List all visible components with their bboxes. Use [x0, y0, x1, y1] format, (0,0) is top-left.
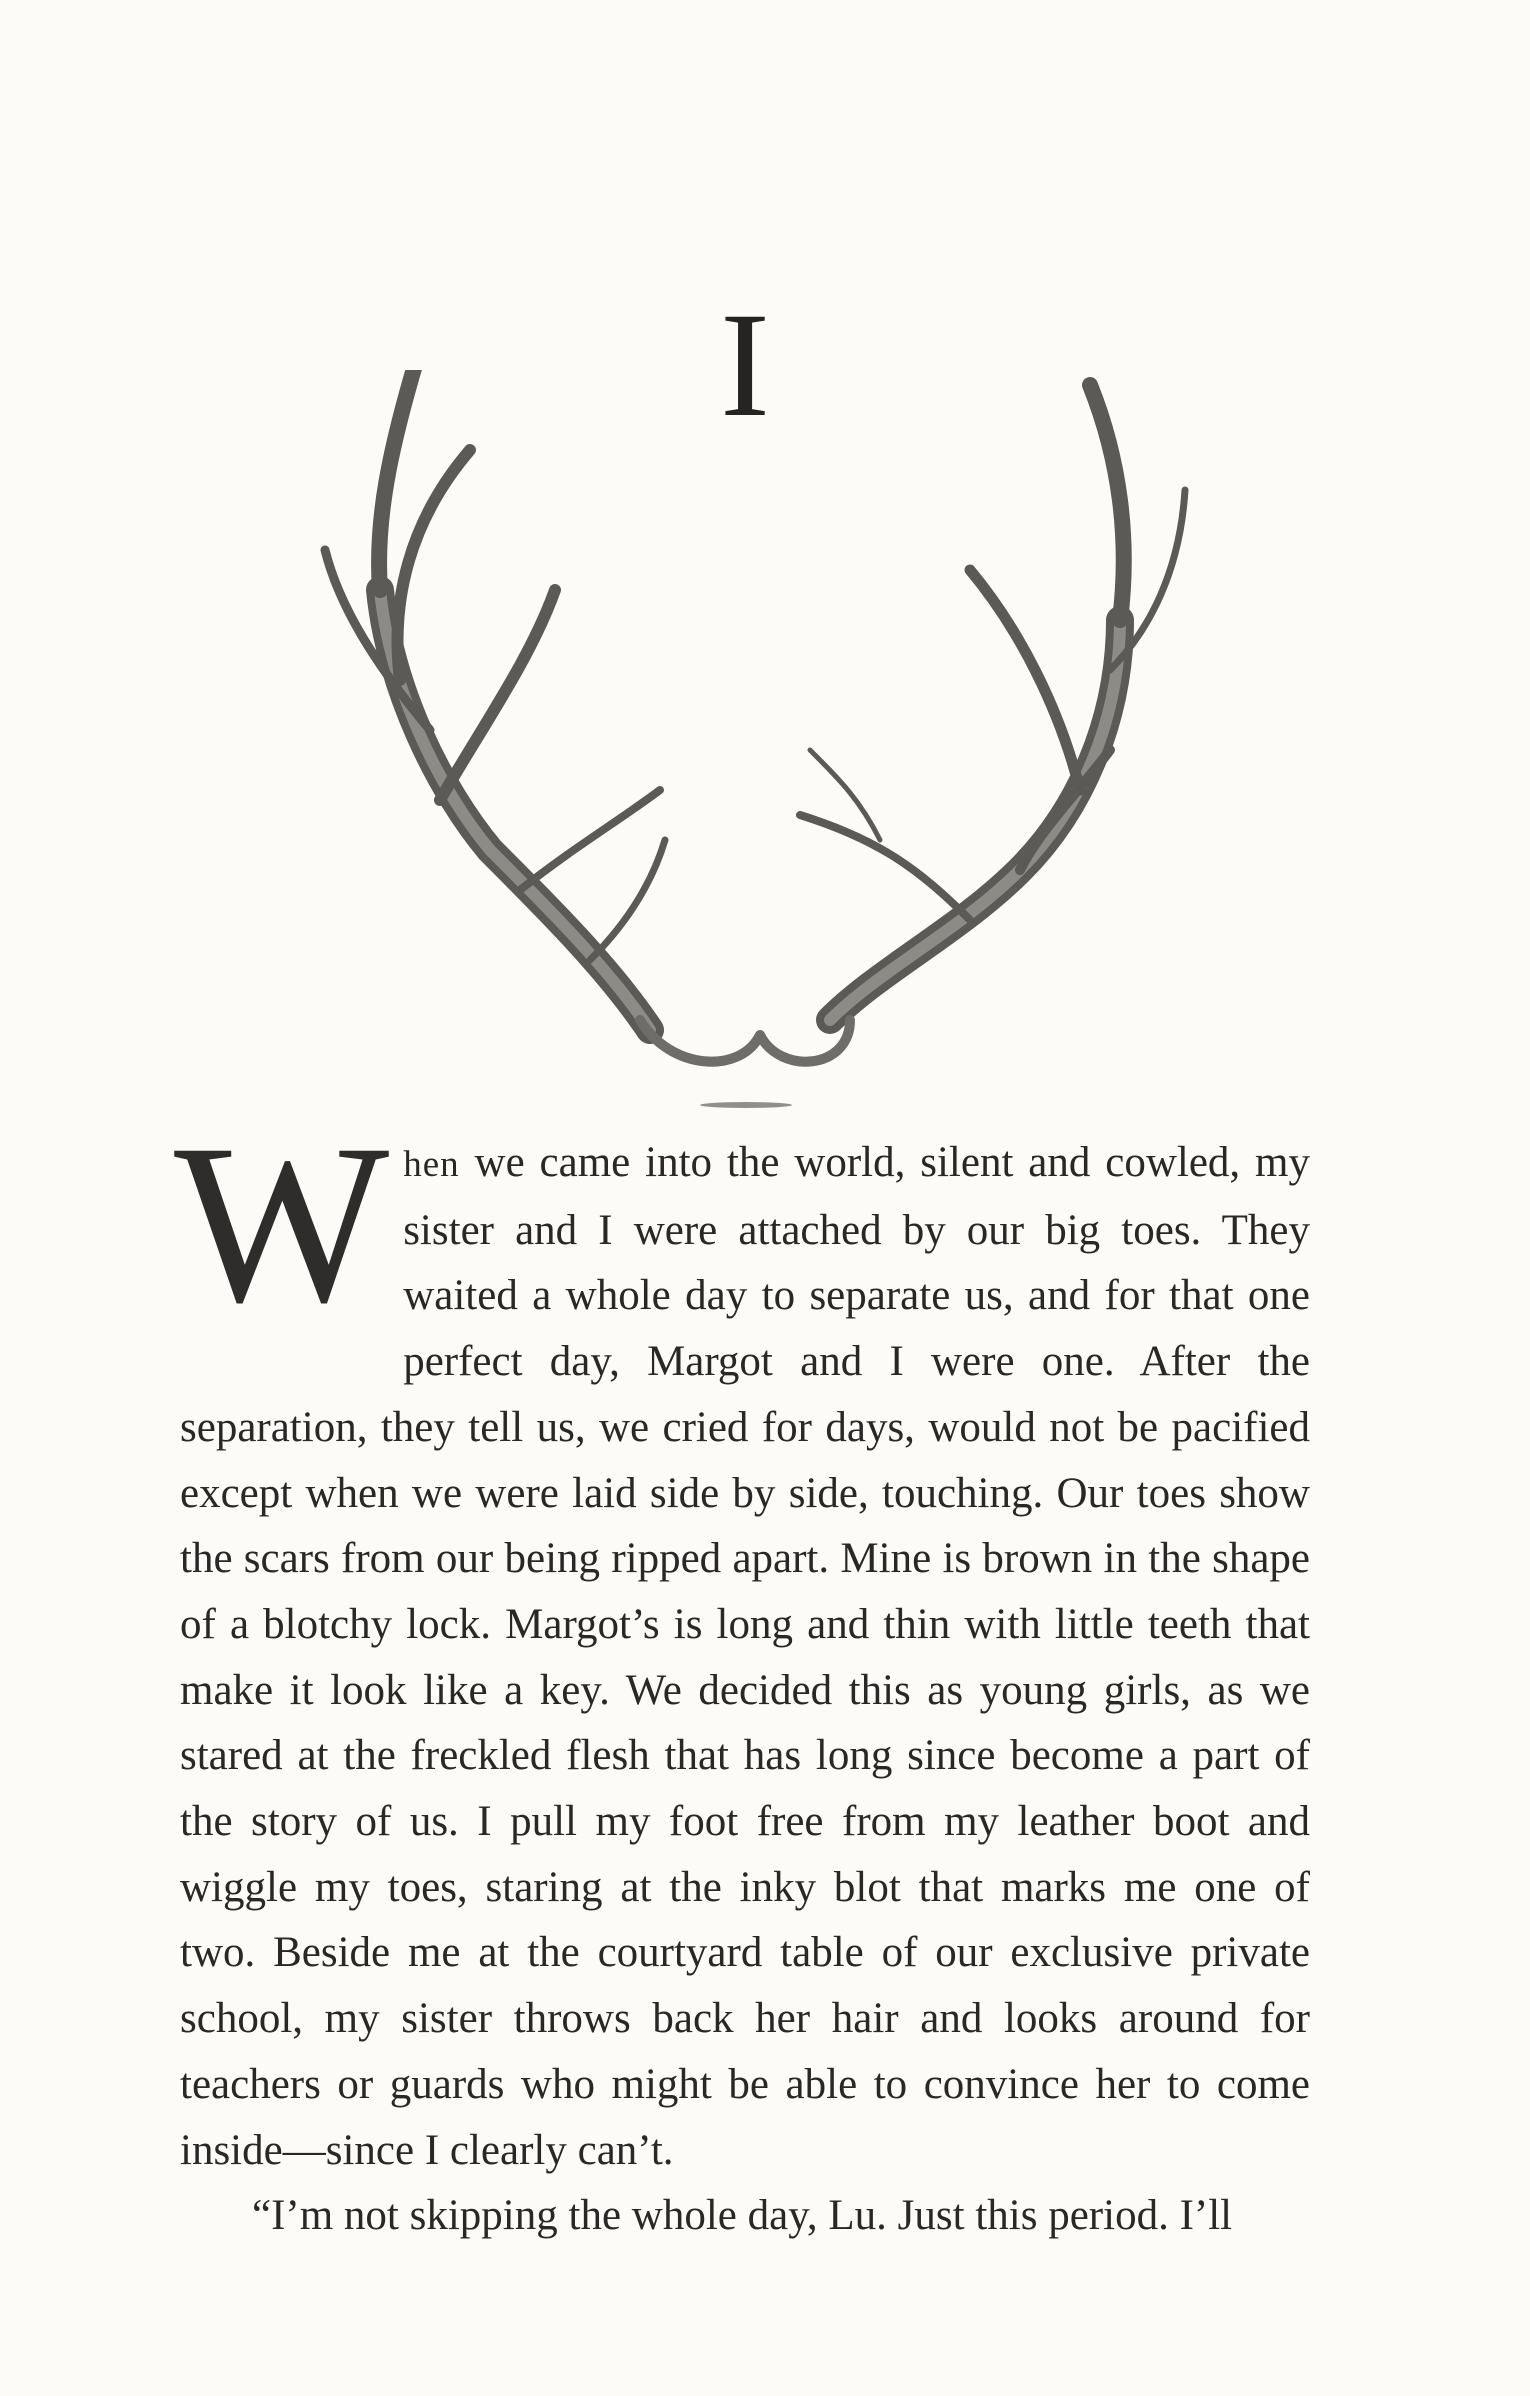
paragraph-1 — [174, 1098, 1310, 2183]
divider-rule — [700, 1102, 792, 1108]
chapter-body — [174, 1098, 1310, 2249]
paragraph-1-text: we came into the world, silent and cowled, my sister and I were attached by our big toes. They waited a whole day to separate us, and for that one perfect day, Margot and I were one. After the separation, they tell us, we cried for days, would not be pacified except when we were laid side by side, touching. Our toes show the scars from our being ripped apart. Mine is brown in the shape of a blotchy lock. Margot’s is long and thin with little teeth that make it look like a key. We decided this as young girls, as we stared at the freckled flesh that has long since become a part of the story of us. I pull my foot free from my leather boot and wiggle my toes, staring at the inky blot that marks me one of two. Beside me at the courtyard table of our exclusive private school, my sister throws back her hair and looks around for teachers or guards who might be able to convince her to come inside—since I clearly can’t. — [180, 1139, 1310, 2174]
paragraph-2: “I’m not skipping the whole day, Lu. Just this period. I’ll — [252, 2192, 1233, 2240]
chapter-number: I — [720, 282, 770, 448]
antlers-illustration-icon — [320, 370, 1200, 1070]
drop-cap: W — [174, 1098, 390, 1350]
opening-word: hen — [403, 1144, 460, 1185]
